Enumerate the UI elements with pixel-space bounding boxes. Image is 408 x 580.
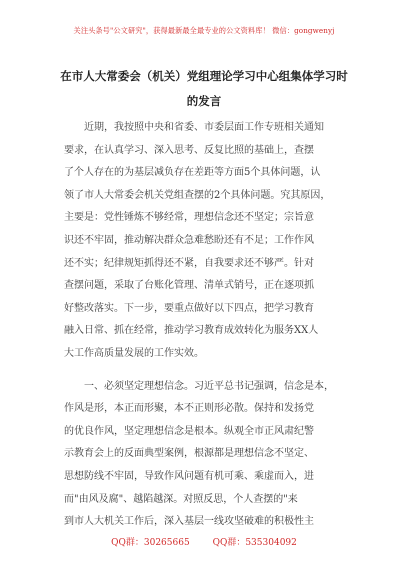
text-line: 主要是：党性锤炼不够经常，理想信念还不坚定；宗旨意 <box>64 212 314 224</box>
text-line: 还不实；纪律规矩抓得还不紧，自我要求还不够严。针对 <box>64 257 314 269</box>
text-line: 融入日常、抓在经常，推动学习教育成效转化为服务XX人 <box>64 325 319 337</box>
title-line-2: 的发言 <box>186 94 222 108</box>
paragraph-2 <box>64 376 354 534</box>
text-line: 大工作高质量发展的工作实效。 <box>64 347 204 359</box>
text-line: 的优良作风，坚定理想信念是根本。纵观全市正风肃纪警 <box>64 425 314 437</box>
footer-qq-group-1: QQ群：30265665 <box>111 538 190 548</box>
paragraph-gap <box>64 366 354 376</box>
footer-qq-group-2: QQ群：535304092 <box>212 538 297 548</box>
text-line: 到市人大机关工作后，深入基层一线攻坚破难的积极性主 <box>64 516 314 528</box>
text-line: 示教育会上的反面典型案例，根源都是理想信念不坚定、 <box>64 448 314 460</box>
text-line: 思想防线不牢固，导致作风问题有机可乘、乘虚而入，进 <box>64 470 314 482</box>
text-line: 近期，我按照中央和省委、市委层面工作专班相关通知 <box>84 122 324 133</box>
text-line: 识还不牢固，推动解决群众急难愁盼还有不足；工作作风 <box>64 234 314 246</box>
document-body <box>64 117 354 534</box>
text-line: 一、必须坚定理想信念。习近平总书记强调，信念是本， <box>84 380 334 392</box>
text-line: 了个人存在的为基层减负存在差距等方面5个具体问题，认 <box>64 167 321 179</box>
text-line: 好整改落实。下一步，要重点做好以下四点，把学习教育 <box>64 302 314 314</box>
text-line: 领了市人大常委会机关党组查摆的2个具体问题。究其原因， <box>64 189 331 201</box>
title-line-1: 在市人大常委会（机关）党组理论学习中心组集体学习时 <box>60 69 348 83</box>
text-line: 要求，在认真学习、深入思考、反复比照的基础上，查摆 <box>64 144 314 156</box>
text-line: 作风是形，本正而形聚，本不正则形必散。保持和发扬党 <box>64 403 314 415</box>
text-line: 而"由风及腐"、越陷越深。对照反思，个人查摆的"来 <box>64 493 298 505</box>
paragraph-1 <box>64 117 354 366</box>
text-line: 查摆问题，采取了台账化管理、清单式销号，正在逐项抓 <box>64 280 314 292</box>
footer <box>0 535 408 548</box>
document-title <box>40 64 368 114</box>
top-banner: 关注头条号"公文研究"，获得最新最全最专业的公文资料库！ 微信：gongwenyj <box>73 26 335 35</box>
